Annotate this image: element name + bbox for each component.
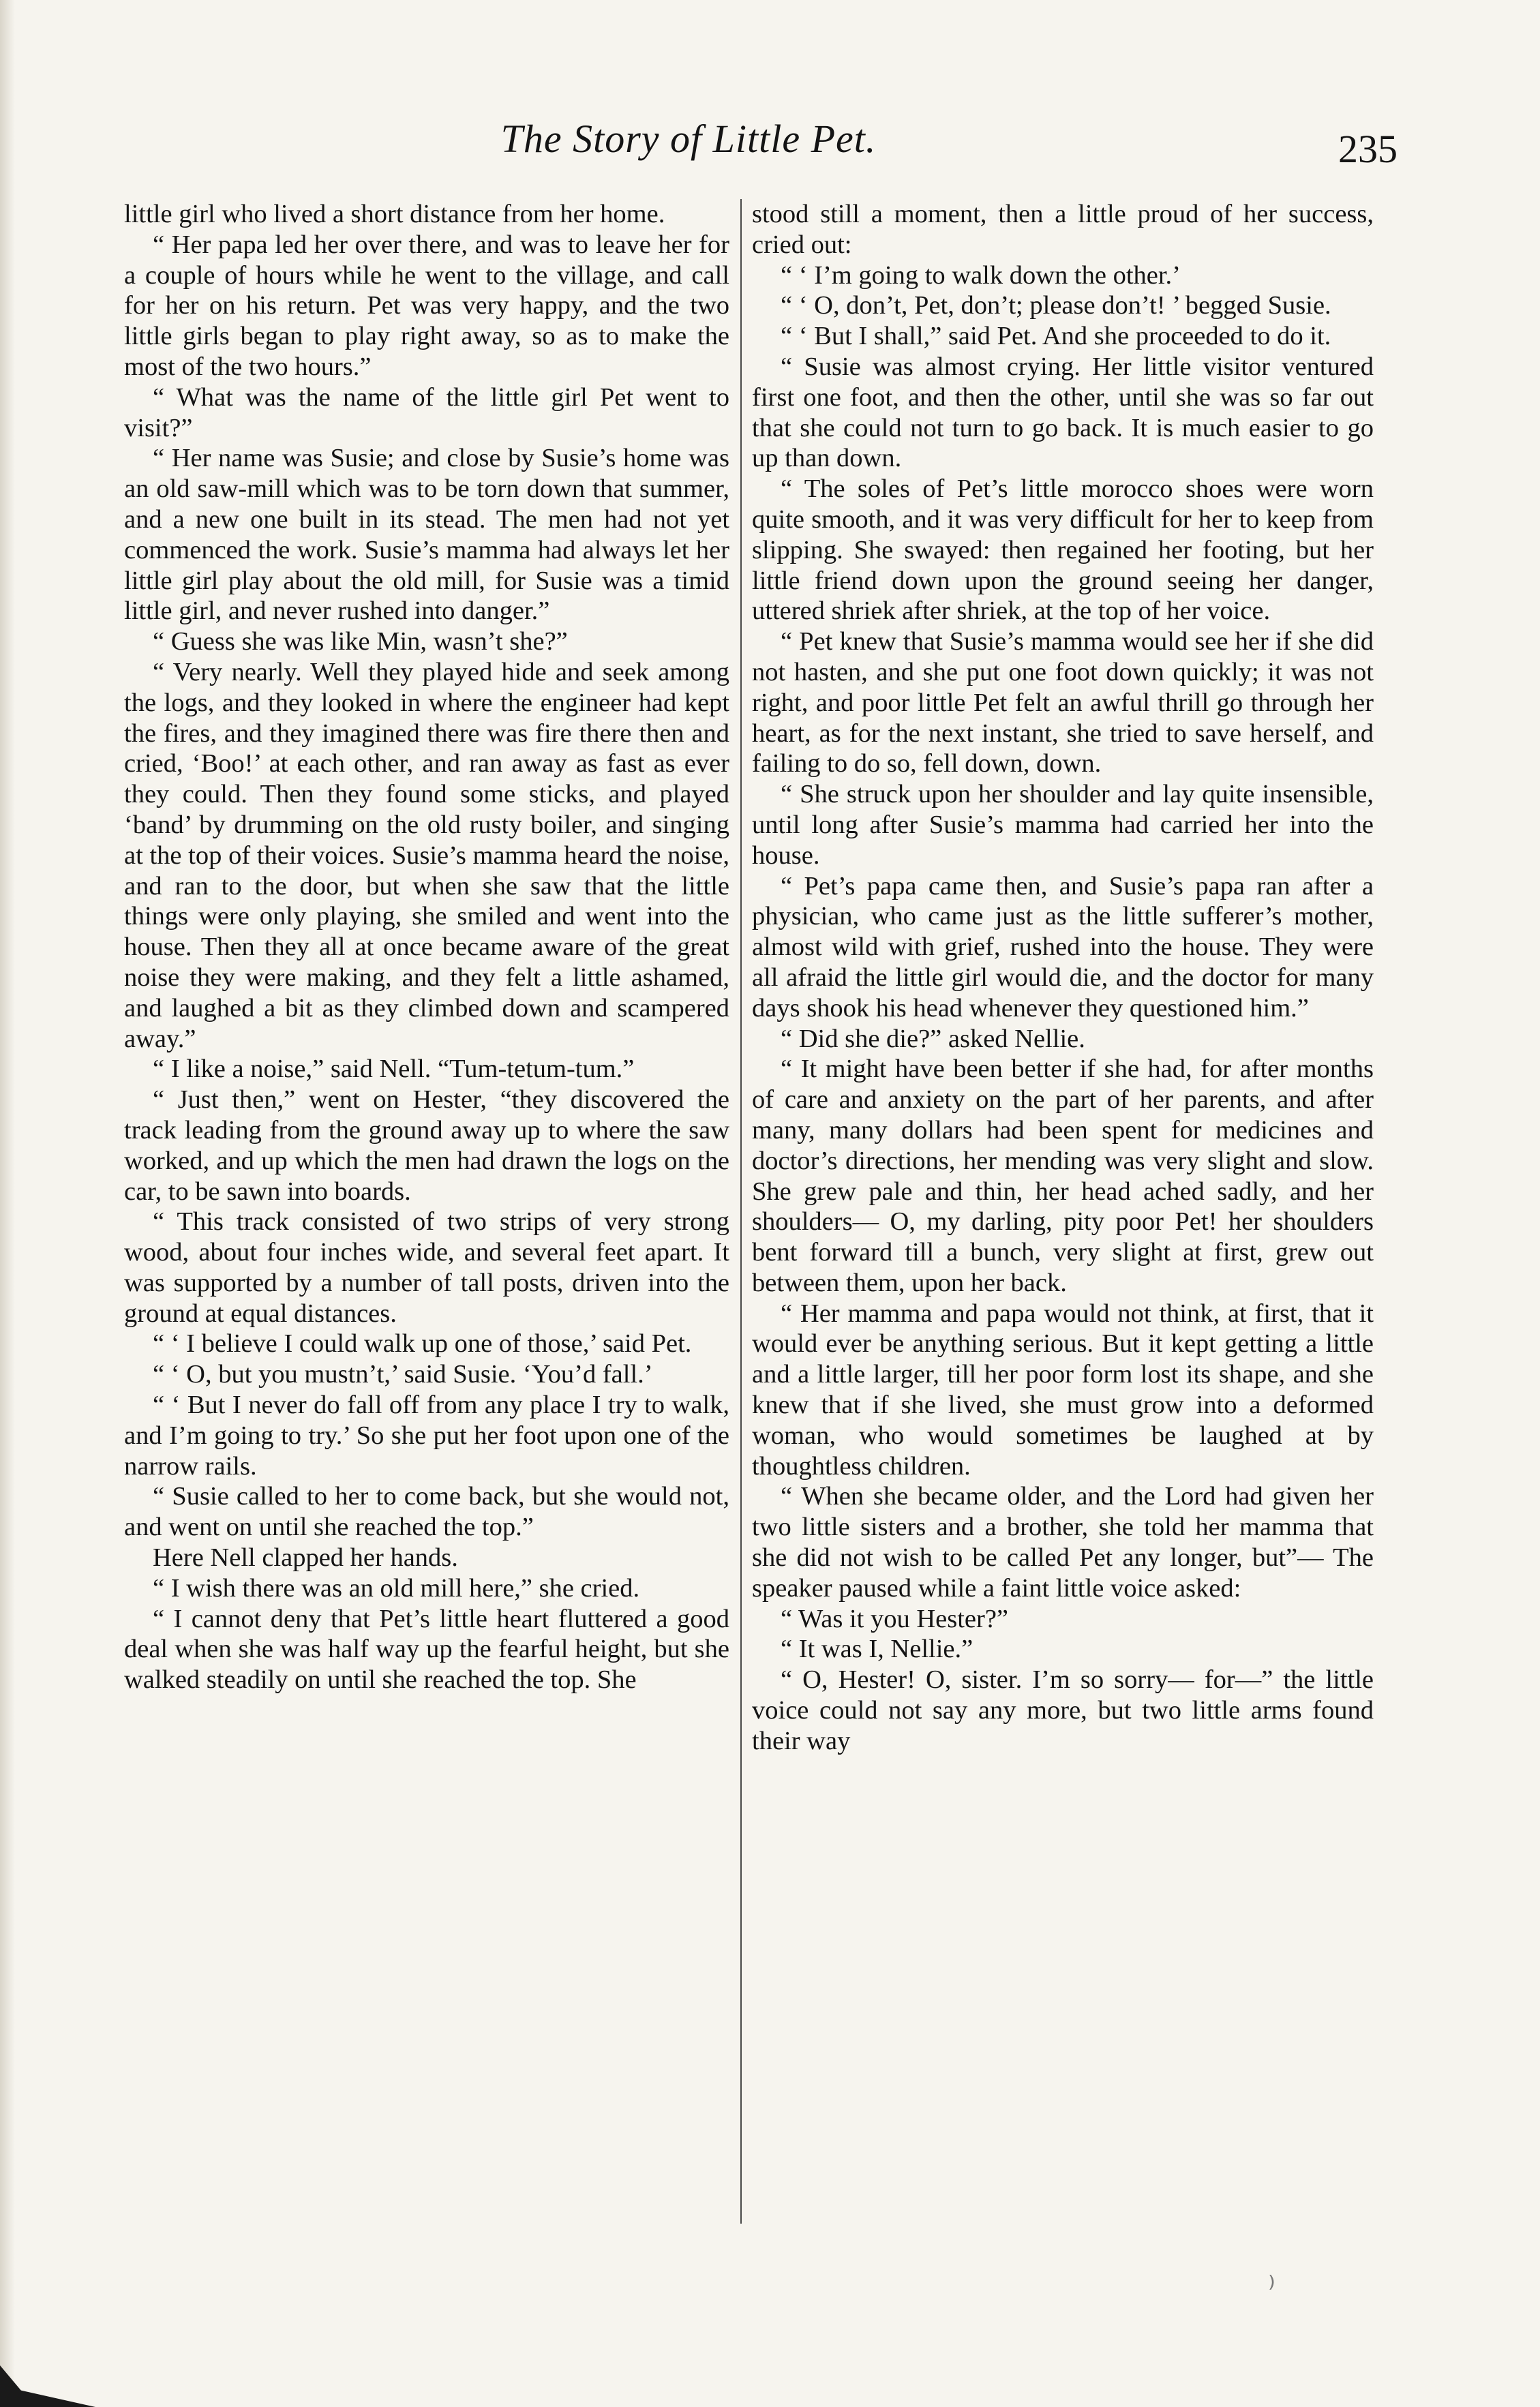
paragraph: “ ‘ But I never do fall off from any place I try to walk, and I’m going to try.’ So she put her foot upon one of the narrow rails. (124, 1391, 729, 1481)
paragraph: “ Pet knew that Susie’s mamma would see her if she did not hasten, and she put one foot down quickly; it was not right, and poor little Pet felt an awful thrill go through her heart, as for the next instant, she tried to save herself, and failing to do so, fell down, down. (752, 627, 1374, 778)
paragraph: “ I wish there was an old mill here,” she cried. (153, 1573, 640, 1603)
paragraph: “ Her mamma and papa would not think, at first, that it would ever be anything serious. But it kept getting a little and a little larger, till her poor form lost its shape, and she knew that if she lived, she must grow into a deformed woman, who would sometimes be laughed at by thoughtless children. (752, 1299, 1374, 1481)
paragraph: “ It was I, Nellie.” (781, 1635, 973, 1664)
paragraph: “ ‘ But I shall,” said Pet. And she proceeded to do it. (781, 322, 1331, 351)
paragraph: “ Pet’s papa came then, and Susie’s papa ran after a physician, who came just as the little sufferer’s mother, almost wild with grief, rushed into the house. They were all afraid the little girl would die, and the doctor for many days shook his head whenever they questioned him.” (752, 871, 1374, 1023)
running-header-title: The Story of Little Pet. (500, 117, 877, 161)
paragraph: “ Susie was almost crying. Her little visitor ventured first one foot, and then the other, until she was so far out that she could not turn to go back. It is much easier to go up than down. (752, 352, 1374, 473)
paragraph: “ Very nearly. Well they played hide and seek among the logs, and they looked in where the engineer had kept the fires, and they imagined there was fire there then and cried, ‘Boo!’ at each other, and ran away as fast as ever they could. Then they found some sticks, and played ‘band’ by drumming on the old rusty boiler, and singing at the top of their voices. Susie’s mamma heard the noise, and ran to the door, but when she saw that the little things were only playing, she smiled and went into the house. Then they all at once became aware of the great noise they were making, and they felt a little ashamed, and laughed a bit as they climbed down and scampered away.” (124, 657, 729, 1053)
paragraph: “ O, Hester! O, sister. I’m so sorry— for—” the little voice could not say any more, but two little arms found their way (752, 1665, 1374, 1755)
paragraph: “ ‘ O, don’t, Pet, don’t; please don’t! ’ begged Susie. (781, 291, 1331, 320)
paragraph: “ Just then,” went on Hester, “they discovered the track leading from the ground away up to where the saw worked, and up which the men had drawn the logs on the car, to be sawn into boards. (124, 1085, 729, 1206)
page-number: 235 (1338, 127, 1398, 171)
paragraph: “ It might have been better if she had, for after months of care and anxiety on the part of her parents, and after many, many dollars had been spent for medicines and doctor’s directions, her mending was very slight and slow. She grew pale and thin, her head ached sadly, and her shoulders— O, my darling, pity poor Pet! her shoulders bent forward till a bunch, very slight at first, grew out between them, upon her back. (752, 1055, 1374, 1297)
column-divider (740, 199, 742, 2224)
paragraph: “ Was it you Hester?” (781, 1604, 1009, 1633)
paragraph: stood still a moment, then a little proud of her success, cried out: (752, 200, 1374, 259)
page-spine-shadow (0, 0, 15, 2407)
paragraph: “ I like a noise,” said Nell. “Tum-tetum-tum.” (153, 1055, 635, 1084)
paragraph: “ I cannot deny that Pet’s little heart fluttered a good deal when she was half way up the fearful height, but she walked steadily on until she reached the top. She (124, 1604, 729, 1695)
right-text-column (752, 199, 1374, 1757)
paragraph: “ Did she die?” asked Nellie. (781, 1024, 1085, 1053)
margin-smudge: ⁾ (1268, 2271, 1275, 2304)
paragraph: “ What was the name of the little girl Pet went to visit?” (124, 382, 729, 442)
paragraph: “ Her name was Susie; and close by Susie’s home was an old saw-mill which was to be torn down that summer, and a new one built in its stead. The men had not yet commenced the work. Susie’s mamma had always let her little girl play about the old mill, for Susie was a timid little girl, and never rushed into danger.” (124, 444, 729, 626)
paragraph: “ When she became older, and the Lord had given her two little sisters and a brother, she told her mamma that she did not wish to be called Pet any longer, but”— The speaker paused while a faint little voice asked: (752, 1482, 1374, 1603)
paragraph: “ ‘ O, but you mustn’t,’ said Susie. ‘You’d fall.’ (153, 1360, 653, 1389)
paragraph: “ Her papa led her over there, and was to leave her for a couple of hours while he went to the village, and call for her on his return. Pet was very happy, and the two little girls began to play right away, so as to make the most of the two hours.” (124, 230, 729, 381)
paragraph: “ Susie called to her to come back, but she would not, and went on until she reached the top.” (124, 1482, 729, 1542)
left-text-column (124, 199, 729, 1695)
paragraph: “ ‘ I’m going to walk down the other.’ (781, 260, 1181, 290)
paragraph: little girl who lived a short distance from her home. (124, 200, 665, 228)
paragraph: “ This track consisted of two strips of very strong wood, about four inches wide, and several feet apart. It was supported by a number of tall posts, driven into the ground at equal distances. (124, 1207, 729, 1328)
paragraph: Here Nell clapped her hands. (153, 1543, 458, 1573)
paragraph: “ She struck upon her shoulder and lay quite insensible, until long after Susie’s mamma had carried her into the house. (752, 780, 1374, 870)
paragraph: “ The soles of Pet’s little morocco shoes were worn quite smooth, and it was very difficult for her to keep from slipping. She swayed: then regained her footing, but her little friend down upon the ground seeing her danger, uttered shriek after shriek, at the top of her voice. (752, 474, 1374, 626)
paragraph: “ Guess she was like Min, wasn’t she?” (153, 627, 568, 656)
paragraph: “ ‘ I believe I could walk up one of those,’ said Pet. (153, 1329, 692, 1359)
